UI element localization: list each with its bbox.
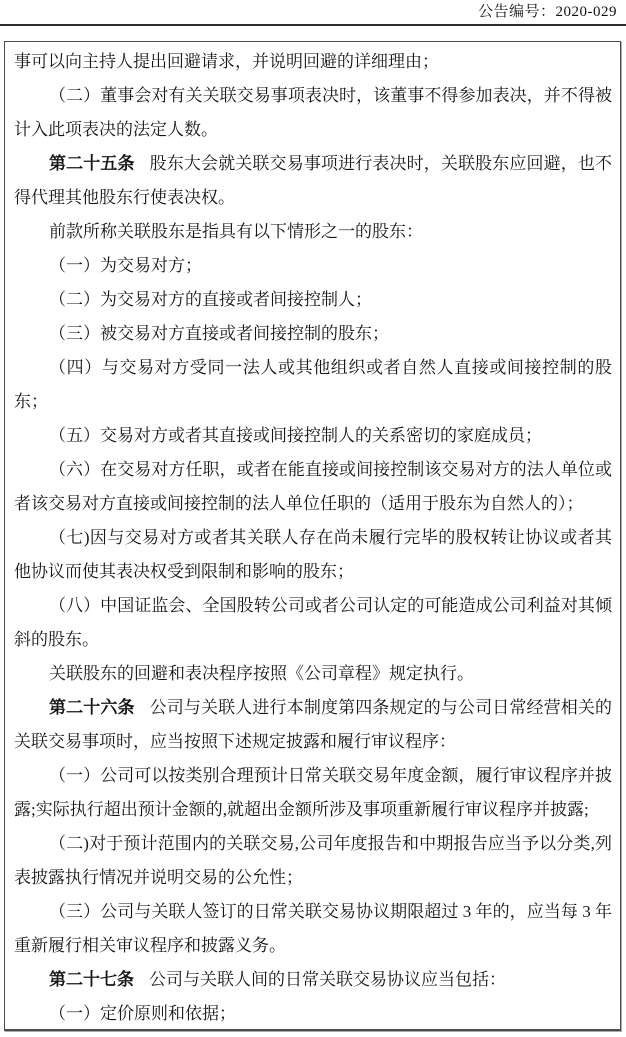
announcement-number: 公告编号：2020-029: [478, 4, 617, 20]
paragraph: （三）被交易对方直接或者间接控制的股东；: [49, 324, 389, 343]
paragraph: （二）董事会对有关关联交易事项表决时，该董事不得参加表决，并不得被计入此项表决的法定人数。: [14, 86, 612, 139]
paragraph: （一）为交易对方；: [49, 256, 202, 275]
article-number: 第二十五条: [49, 154, 135, 173]
content-box: [4, 41, 621, 1031]
paragraph: （二）为交易对方的直接或者间接控制人；: [49, 290, 372, 309]
paragraph: （五）交易对方或者其直接或间接控制人的关系密切的家庭成员；: [49, 426, 542, 445]
paragraph: 第二十五条 股东大会就关联交易事项进行表决时，关联股东应回避，也不得代理其他股东行使表决权。: [14, 154, 613, 207]
paragraph: （一）定价原则和依据；: [49, 1004, 236, 1023]
article-number: 第二十七条: [49, 970, 134, 989]
article-number: 第二十六条: [49, 698, 135, 717]
paragraph: （六）在交易对方任职，或者在能直接或间接控制该交易对方的法人单位或者该交易对方直接或间接控制的法人单位任职的（适用于股东为自然人的）；: [14, 460, 612, 513]
paragraph: 关联股东的回避和表决程序按照《公司章程》规定执行。: [49, 664, 474, 683]
paragraph: （八）中国证监会、全国股转公司或者公司认定的可能造成公司利益对其倾斜的股东。: [14, 596, 612, 649]
paragraph: 第二十六条 公司与关联人进行本制度第四条规定的与公司日常经营相关的关联交易事项时，应当按照下述规定披露和履行审议程序：: [14, 698, 613, 751]
paragraph: （一）公司可以按类别合理预计日常关联交易年度金额，履行审议程序并披露;实际执行超出预计金额的,就超出金额所涉及事项重新履行审议程序并披露;: [14, 766, 612, 819]
paragraph: （七)因与交易对方或者其关联人存在尚未履行完毕的股权转让协议或者其他协议而使其表决权受到限制和影响的股东；: [14, 528, 612, 581]
paragraph: 前款所称关联股东是指具有以下情形之一的股东：: [49, 222, 423, 241]
paragraph: （三）公司与关联人签订的日常关联交易协议期限超过 3 年的，应当每 3 年重新履行相关审议程序和披露义务。: [14, 902, 612, 955]
paragraph: 第二十七条 公司与关联人间的日常关联交易协议应当包括：: [49, 970, 506, 989]
paragraph: 事可以向主持人提出回避请求，并说明回避的详细理由；: [14, 52, 439, 71]
paragraph: （四）与交易对方受同一法人或其他组织或者自然人直接或间接控制的股东；: [14, 358, 612, 411]
paragraph: （二)对于预计范围内的关联交易,公司年度报告和中期报告应当予以分类,列表披露执行情况并说明交易的公允性；: [14, 834, 612, 887]
header-rule: [0, 24, 626, 26]
